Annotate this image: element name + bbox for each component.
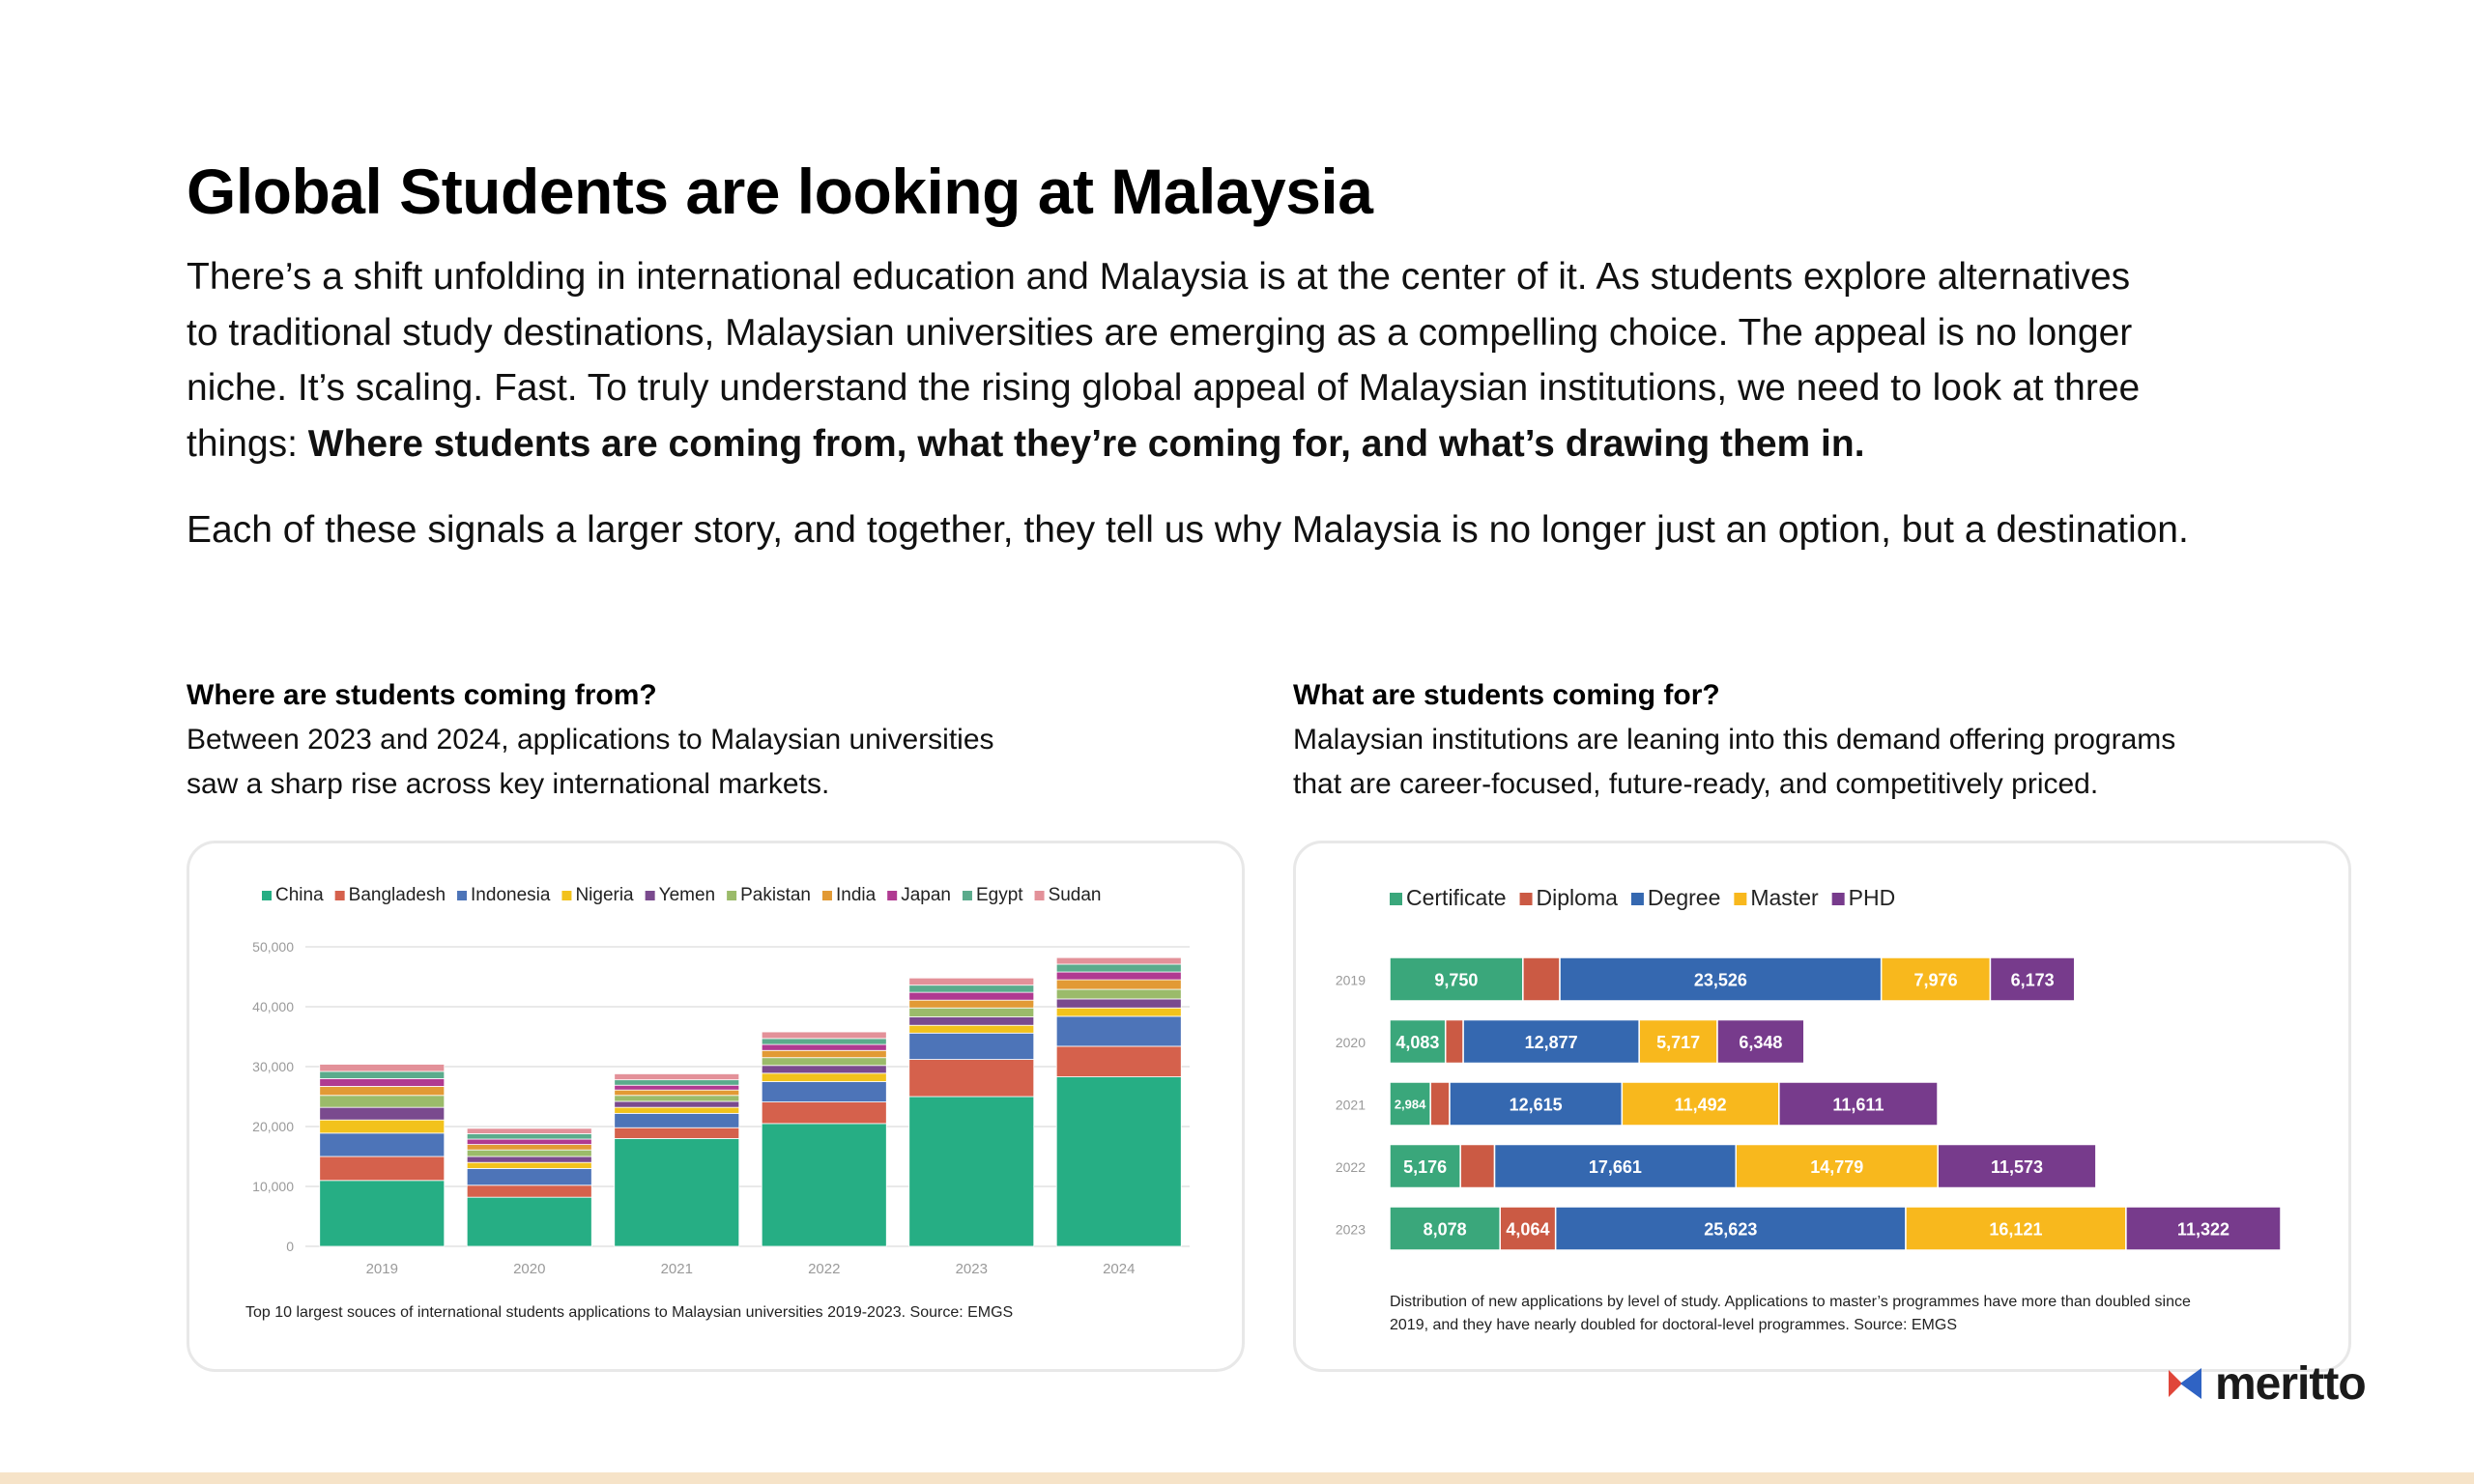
- bar-segment: [1460, 1145, 1494, 1188]
- legend-swatch: [1035, 891, 1045, 900]
- y-tick-label: 30,000: [252, 1059, 294, 1074]
- legend-swatch: [1520, 893, 1533, 905]
- legend-label: Yemen: [658, 885, 716, 905]
- legend-swatch: [1734, 893, 1746, 905]
- bar-segment: [762, 1039, 886, 1044]
- legend-label: PHD: [1848, 885, 1896, 910]
- right-section-heading: What are students coming for?: [1293, 679, 1720, 711]
- legend-label: Certificate: [1406, 885, 1507, 910]
- legend-swatch: [1832, 893, 1845, 905]
- caption-line: Distribution of new applications by level of study. Applications to master’s programmes have more than doubled since: [1390, 1294, 2191, 1310]
- bar-segment: [1056, 980, 1181, 989]
- data-label: 17,661: [1588, 1157, 1642, 1177]
- left-section-text: [187, 718, 994, 807]
- legend-label: Nigeria: [575, 885, 634, 905]
- bar-segment: [762, 1044, 886, 1050]
- bar-segment: [320, 1156, 445, 1181]
- data-label: 2,984: [1394, 1097, 1426, 1112]
- x-tick-label: 2019: [365, 1261, 398, 1277]
- y-tick-label: 50,000: [252, 939, 294, 955]
- bar-segment: [467, 1133, 591, 1139]
- bar-segment: [320, 1078, 445, 1086]
- bar-segment: [615, 1096, 739, 1101]
- intro-line: There’s a shift unfolding in international education and Malaysia is at the center of it. As students explore alternatives: [187, 256, 2131, 298]
- bar-segment: [615, 1073, 739, 1079]
- legend-swatch: [822, 891, 832, 900]
- legend-label: Japan: [901, 885, 951, 905]
- study-level-chart-caption: [1390, 1291, 2191, 1337]
- bar-segment: [1056, 989, 1181, 999]
- legend-label: Bangladesh: [348, 885, 446, 905]
- bar-segment: [615, 1090, 739, 1096]
- right-text-line: that are career-focused, future-ready, and competitively priced.: [1293, 768, 2099, 800]
- x-tick-label: 2022: [808, 1261, 841, 1277]
- bar-segment: [467, 1150, 591, 1156]
- y-tick-label: 2019: [1335, 972, 1366, 988]
- intro-prefix: things:: [187, 422, 308, 465]
- bar-segment: [909, 1025, 1034, 1033]
- bar-segment: [909, 1008, 1034, 1016]
- bar-segment: [762, 1050, 886, 1057]
- right-section-text: [1293, 718, 2175, 807]
- bar-segment: [615, 1113, 739, 1127]
- y-tick-label: 2020: [1335, 1035, 1366, 1050]
- intro-line: niche. It’s scaling. Fast. To truly understand the rising global appeal of Malaysian institutions, we need to look at three: [187, 367, 2141, 409]
- legend-swatch: [561, 891, 571, 900]
- source-countries-chart: [189, 843, 1248, 1375]
- legend-swatch: [335, 891, 345, 900]
- y-tick-label: 40,000: [252, 999, 294, 1014]
- bar-segment: [467, 1162, 591, 1168]
- bar-segment: [1446, 1020, 1463, 1064]
- bar-segment: [762, 1124, 886, 1246]
- bar-segment: [467, 1168, 591, 1184]
- x-tick-label: 2024: [1103, 1261, 1136, 1277]
- left-section-heading: Where are students coming from?: [187, 679, 657, 711]
- data-label: 5,717: [1656, 1033, 1701, 1052]
- legend-label: Pakistan: [740, 885, 811, 905]
- source-countries-chart-card: [187, 841, 1245, 1372]
- bar-segment: [615, 1107, 739, 1113]
- x-tick-label: 2023: [955, 1261, 988, 1277]
- bar-segment: [467, 1128, 591, 1134]
- bar-segment: [762, 1073, 886, 1082]
- bar-segment: [615, 1101, 739, 1107]
- legend-label: India: [835, 885, 877, 905]
- legend-label: Degree: [1647, 885, 1721, 910]
- left-text-line: saw a sharp rise across key international markets.: [187, 768, 830, 800]
- bar-segment: [615, 1127, 739, 1138]
- bar-segment: [615, 1080, 739, 1086]
- legend-swatch: [963, 891, 972, 900]
- summary-paragraph: Each of these signals a larger story, and together, they tell us why Malaysia is no longer just an option, but a destination.: [187, 509, 2189, 551]
- data-label: 8,078: [1423, 1219, 1467, 1240]
- right-text-line: Malaysian institutions are leaning into this demand offering programs: [1293, 724, 2176, 756]
- data-label: 6,173: [2010, 970, 2055, 990]
- bar-segment: [909, 1000, 1034, 1008]
- bar-segment: [909, 992, 1034, 1000]
- bar-segment: [615, 1138, 739, 1246]
- data-label: 4,064: [1506, 1219, 1550, 1240]
- data-label: 16,121: [1989, 1219, 2043, 1240]
- bar-segment: [320, 1133, 445, 1156]
- bar-segment: [1056, 1016, 1181, 1046]
- x-tick-label: 2021: [660, 1261, 693, 1277]
- y-tick-label: 0: [286, 1239, 294, 1254]
- data-label: 12,877: [1524, 1033, 1578, 1052]
- bar-segment: [1056, 972, 1181, 980]
- intro-line: [187, 416, 2438, 472]
- legend-swatch: [887, 891, 897, 900]
- study-level-chart-card: [1293, 841, 2351, 1372]
- intro-line: to traditional study destinations, Malaysian universities are emerging as a compelling choice. The appeal is no longer: [187, 311, 2133, 354]
- legend-swatch: [646, 891, 655, 900]
- meritto-mark-icon: [2165, 1362, 2207, 1405]
- legend-swatch: [1390, 893, 1402, 905]
- bar-segment: [615, 1085, 739, 1090]
- data-label: 11,611: [1832, 1095, 1884, 1115]
- left-text-line: Between 2023 and 2024, applications to Malaysian universities: [187, 724, 994, 756]
- y-tick-label: 2021: [1335, 1097, 1366, 1113]
- bar-segment: [467, 1139, 591, 1145]
- page-title: Global Students are looking at Malaysia: [187, 156, 1373, 227]
- y-tick-label: 20,000: [252, 1119, 294, 1134]
- legend-label: China: [275, 885, 324, 905]
- bar-segment: [762, 1058, 886, 1066]
- caption-line: 2019, and they have nearly doubled for doctoral-level programmes. Source: EMGS: [1390, 1317, 1957, 1333]
- legend-label: Diploma: [1536, 885, 1618, 910]
- source-chart-caption: Top 10 largest souces of international students applications to Malaysian universities 2019-2023. Source: EMGS: [245, 1304, 1014, 1321]
- bar-segment: [762, 1082, 886, 1102]
- data-label: 14,779: [1810, 1157, 1864, 1177]
- bar-segment: [1056, 964, 1181, 972]
- data-label: 12,615: [1509, 1095, 1563, 1115]
- bar-segment: [909, 1017, 1034, 1026]
- legend-label: Master: [1750, 885, 1819, 910]
- bar-segment: [1056, 1008, 1181, 1016]
- bar-segment: [1523, 957, 1560, 1001]
- bar-segment: [320, 1071, 445, 1078]
- bar-segment: [1056, 1077, 1181, 1246]
- bar-segment: [320, 1065, 445, 1071]
- bar-segment: [320, 1086, 445, 1095]
- bar-segment: [762, 1102, 886, 1124]
- bar-segment: [467, 1197, 591, 1246]
- bar-segment: [467, 1185, 591, 1197]
- bar-segment: [909, 1060, 1034, 1097]
- bar-segment: [1056, 957, 1181, 964]
- bottom-band: [0, 1472, 2474, 1484]
- x-tick-label: 2020: [513, 1261, 546, 1277]
- bar-segment: [1056, 999, 1181, 1008]
- meritto-logo: [2165, 1356, 2366, 1411]
- bar-segment: [320, 1181, 445, 1246]
- bar-segment: [1430, 1082, 1450, 1126]
- data-label: 4,083: [1395, 1033, 1440, 1052]
- logo-text: meritto: [2215, 1357, 2366, 1410]
- data-label: 7,976: [1913, 970, 1958, 990]
- bar-segment: [320, 1096, 445, 1107]
- legend-label: Egypt: [975, 885, 1023, 905]
- bar-segment: [320, 1107, 445, 1120]
- bar-segment: [762, 1032, 886, 1039]
- intro-paragraph: [187, 249, 2438, 471]
- data-label: 25,623: [1704, 1219, 1758, 1240]
- data-label: 23,526: [1693, 970, 1747, 990]
- data-label: 11,492: [1674, 1095, 1727, 1115]
- data-label: 9,750: [1434, 970, 1479, 990]
- data-label: 11,322: [2176, 1219, 2229, 1240]
- data-label: 5,176: [1403, 1157, 1448, 1177]
- intro-emphasis: Where students are coming from, what they’re coming for, and what’s drawing them in.: [307, 422, 1865, 465]
- legend-label: Sudan: [1048, 885, 1102, 905]
- bar-segment: [467, 1145, 591, 1151]
- data-label: 6,348: [1739, 1033, 1783, 1052]
- bar-segment: [762, 1066, 886, 1073]
- legend-swatch: [457, 891, 467, 900]
- bar-segment: [909, 1097, 1034, 1246]
- y-tick-label: 2023: [1335, 1221, 1366, 1238]
- legend-swatch: [262, 891, 272, 900]
- bar-segment: [909, 1033, 1034, 1059]
- bar-segment: [909, 978, 1034, 985]
- legend-swatch: [727, 891, 736, 900]
- y-tick-label: 2022: [1335, 1159, 1366, 1175]
- legend-label: Indonesia: [471, 885, 551, 905]
- data-label: 11,573: [1991, 1157, 2044, 1177]
- bar-segment: [320, 1120, 445, 1133]
- legend-swatch: [1631, 893, 1644, 905]
- y-tick-label: 10,000: [252, 1179, 294, 1194]
- bar-segment: [1056, 1046, 1181, 1077]
- bar-segment: [909, 985, 1034, 992]
- bar-segment: [467, 1156, 591, 1162]
